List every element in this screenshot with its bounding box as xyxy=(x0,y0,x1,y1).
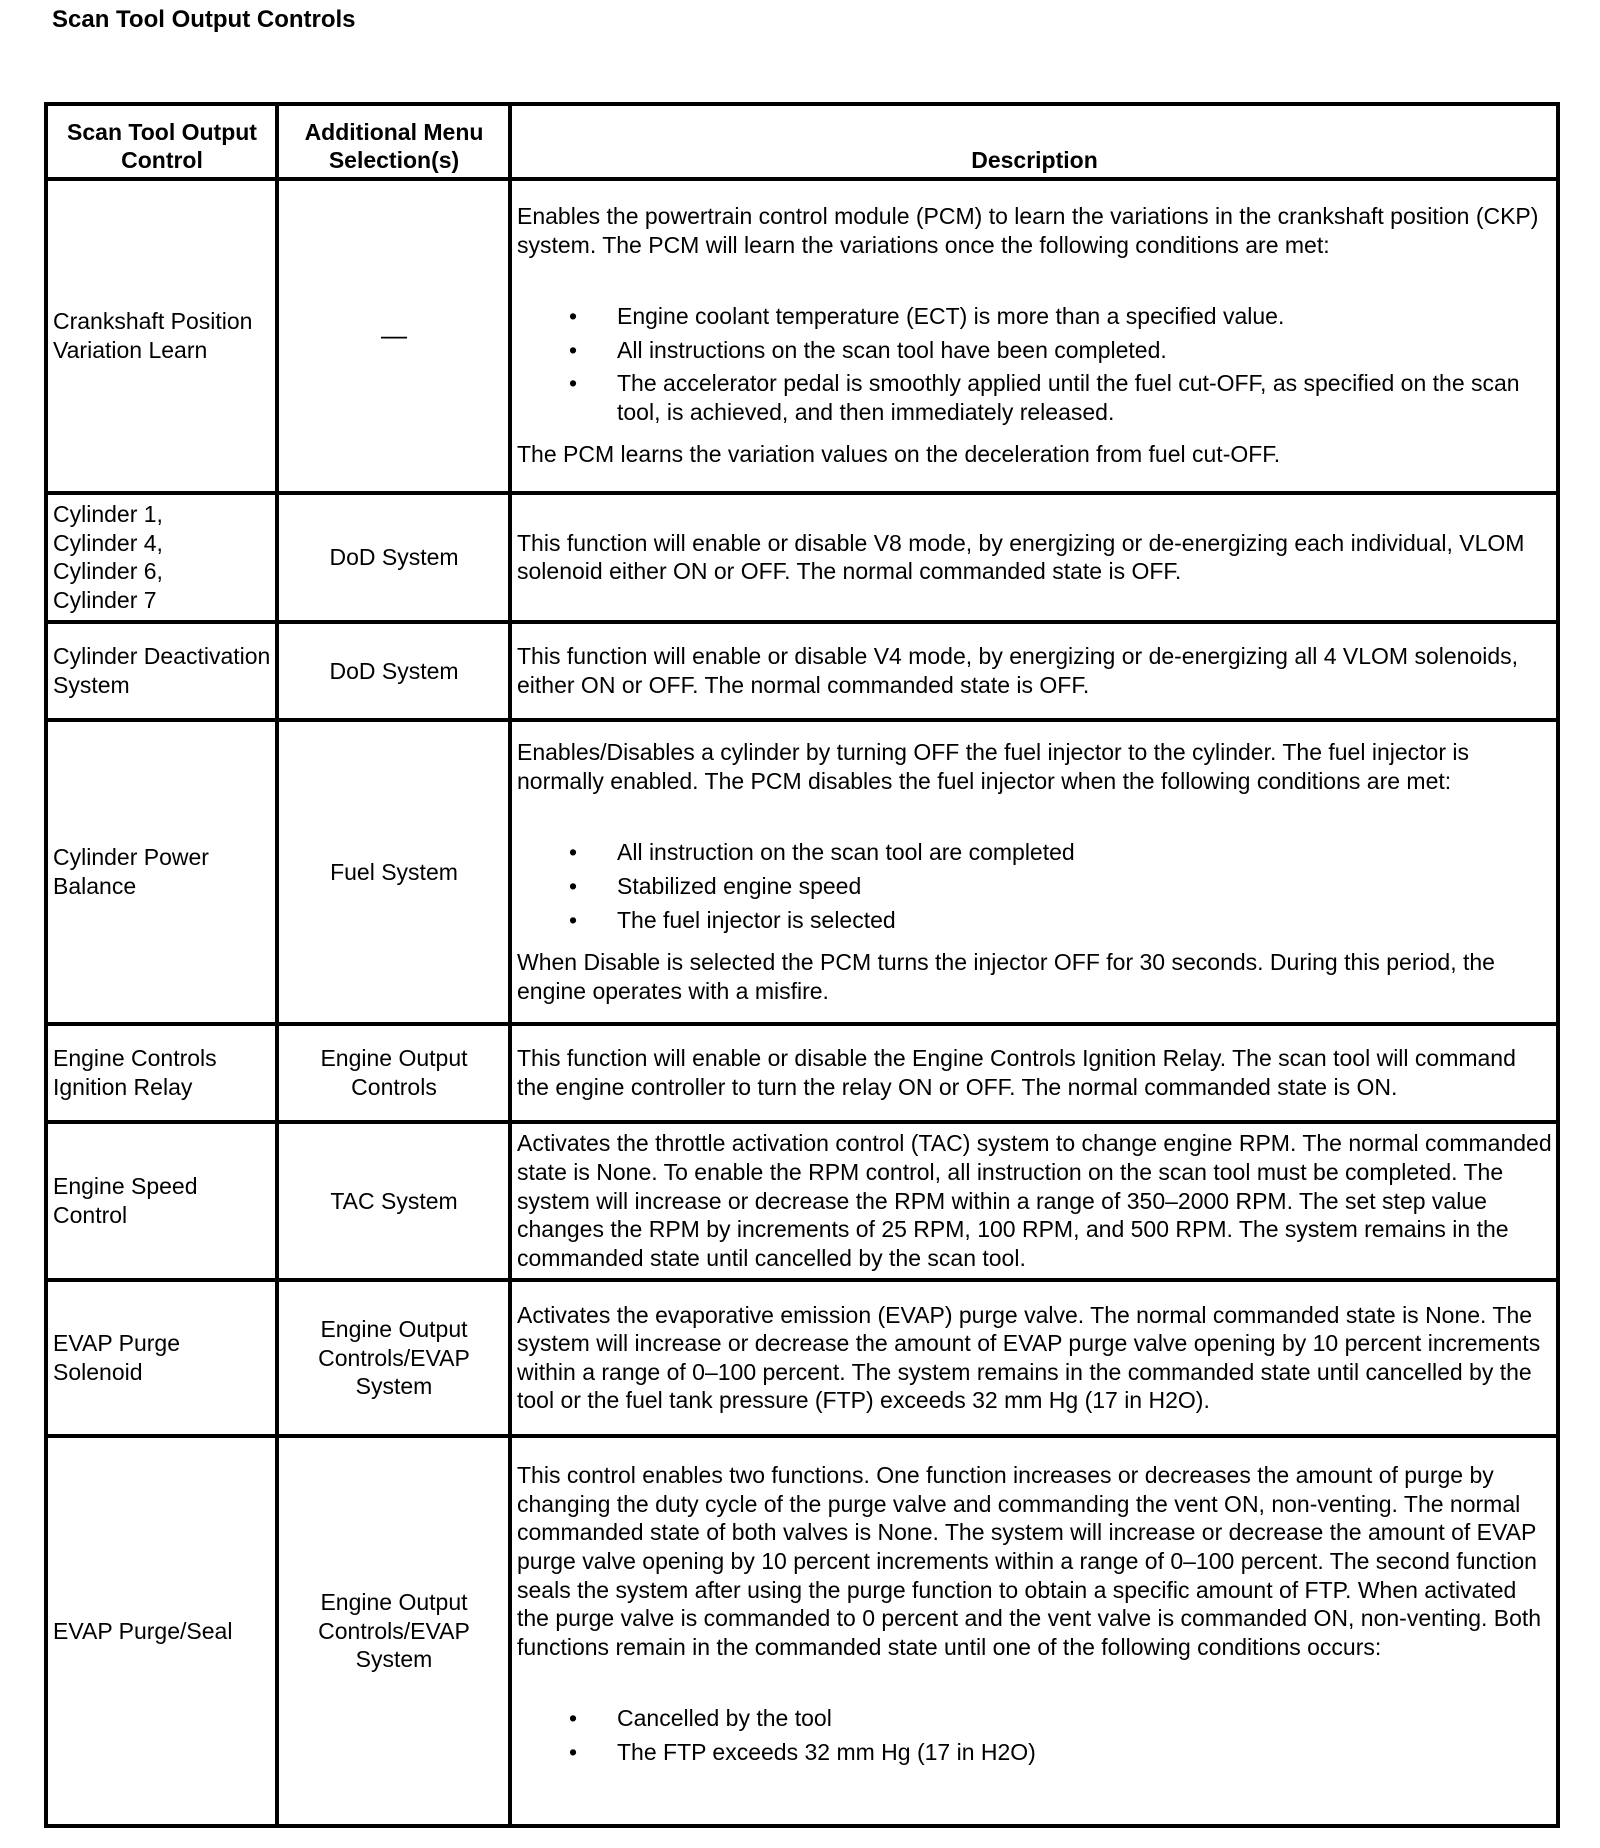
menu-selection: DoD System xyxy=(277,493,510,622)
table-row xyxy=(46,720,1558,1024)
bullet-icon: • xyxy=(569,1738,578,1765)
header-menu-selection: Additional Menu Selection(s) xyxy=(277,104,510,179)
table-header-row xyxy=(46,104,1558,179)
table-row xyxy=(46,1122,1558,1280)
control-name: EVAP Purge Solenoid xyxy=(46,1280,277,1436)
control-name: Cylinder Deactivation System xyxy=(46,622,277,720)
table-row xyxy=(46,493,1558,622)
description-intro: This control enables two functions. One function increases or decreases the amount of purge by changing the duty cycle of the purge valve and commanding the vent ON, non-venting. The normal commanded state of both valves is None. The system will increase or decrease the amount of EVAP purge valve opening by 10 percent increments within a range of 0–100 percent. The second function seals the system after using the purge function to obtain a specific amount of FTP. When activated the purge valve is commanded to 0 percent and the vent valve is commanded ON, non-venting. Both functions remain in the commanded state until one of the following conditions occurs: xyxy=(517,1462,1542,1660)
description-intro: Enables the powertrain control module (PCM) to learn the variations in the crankshaft position (CKP) system. The PCM will learn the variations once the following conditions are met: xyxy=(517,202,1539,258)
description-cell xyxy=(510,493,1558,622)
description-intro: Activates the evaporative emission (EVAP) purge valve. The normal commanded state is None. The system will increase or decrease the amount of EVAP purge valve opening by 10 percent increments within a range of 0–100 percent. The system remains in the commanded state until cancelled by the tool or the fuel tank pressure (FTP) exceeds 32 mm Hg (17 in H2O). xyxy=(517,1301,1541,1414)
table-row xyxy=(46,179,1558,493)
control-name: Cylinder Power Balance xyxy=(46,720,277,1024)
bullet-icon: • xyxy=(569,873,578,900)
menu-selection: TAC System xyxy=(277,1122,510,1280)
header-description: Description xyxy=(510,104,1558,179)
table-row xyxy=(46,622,1558,720)
description-cell xyxy=(510,1122,1558,1280)
description-cell xyxy=(510,622,1558,720)
bullet-icon: • xyxy=(569,370,578,397)
condition-list xyxy=(517,1704,1552,1766)
control-name: Cylinder 1, Cylinder 4, Cylinder 6, Cylinder 7 xyxy=(46,493,277,622)
menu-selection: Fuel System xyxy=(277,720,510,1024)
condition-list xyxy=(517,838,1552,934)
description-intro: This function will enable or disable V8 mode, by energizing or de-energizing each individual, VLOM solenoid either ON or OFF. The normal commanded state is OFF. xyxy=(517,529,1525,585)
table-row xyxy=(46,1024,1558,1122)
bullet-icon: • xyxy=(569,336,578,363)
list-item: • The accelerator pedal is smoothly applied until the fuel cut-OFF, as specified on the scan tool, is achieved, and then immediately released. xyxy=(569,370,1520,425)
bullet-icon: • xyxy=(569,906,578,933)
bullet-icon: • xyxy=(569,1705,578,1732)
description-intro: This function will enable or disable the Engine Controls Ignition Relay. The scan tool will command the engine controller to turn the relay ON or OFF. The normal commanded state is ON. xyxy=(517,1045,1516,1100)
header-control: Scan Tool Output Control xyxy=(46,104,277,179)
list-item: • The FTP exceeds 32 mm Hg (17 in H2O) xyxy=(569,1738,1036,1765)
output-controls-table xyxy=(44,102,1560,1828)
menu-selection: Engine Output Controls xyxy=(277,1024,510,1122)
menu-selection: Engine Output Controls/EVAP System xyxy=(277,1436,510,1826)
list-item: • All instruction on the scan tool are completed xyxy=(569,839,1075,866)
control-name: EVAP Purge/Seal xyxy=(46,1436,277,1826)
condition-list xyxy=(517,302,1552,426)
description-cell xyxy=(510,1280,1558,1436)
table-row xyxy=(46,1436,1558,1826)
control-name: Engine Controls Ignition Relay xyxy=(46,1024,277,1122)
control-name: Crankshaft Position Variation Learn xyxy=(46,179,277,493)
control-name: Engine Speed Control xyxy=(46,1122,277,1280)
list-item: • All instructions on the scan tool have been completed. xyxy=(569,336,1167,363)
menu-selection: DoD System xyxy=(277,622,510,720)
bullet-icon: • xyxy=(569,839,578,866)
description-cell xyxy=(510,1436,1558,1826)
table-row xyxy=(46,1280,1558,1436)
description-outro: The PCM learns the variation values on the deceleration from fuel cut-OFF. xyxy=(517,441,1281,468)
description-outro: When Disable is selected the PCM turns the injector OFF for 30 seconds. During this period, the engine operates with a misfire. xyxy=(517,949,1495,1004)
description-cell xyxy=(510,179,1558,493)
menu-selection: — xyxy=(277,179,510,493)
description-intro: This function will enable or disable V4 mode, by energizing or de-energizing all 4 VLOM solenoids, either ON or OFF. The normal commanded state is OFF. xyxy=(517,643,1519,698)
description-intro: Activates the throttle activation control (TAC) system to change engine RPM. The normal commanded state is None. To enable the RPM control, all instruction on the scan tool must be completed. The system will increase or decrease the RPM within a range of 350–2000 RPM. The set step value changes the RPM by increments of 25 RPM, 100 RPM, and 500 RPM. The system remains in the commanded state until cancelled by the scan tool. xyxy=(517,1130,1552,1271)
page-title: Scan Tool Output Controls xyxy=(52,6,356,33)
list-item: • The fuel injector is selected xyxy=(569,906,896,933)
bullet-icon: • xyxy=(569,303,578,330)
description-intro: Enables/Disables a cylinder by turning OFF the fuel injector to the cylinder. The fuel injector is normally enabled. The PCM disables the fuel injector when the following conditions are met: xyxy=(517,739,1469,794)
description-cell xyxy=(510,720,1558,1024)
menu-selection: Engine Output Controls/EVAP System xyxy=(277,1280,510,1436)
description-cell xyxy=(510,1024,1558,1122)
list-item: • Cancelled by the tool xyxy=(569,1705,832,1732)
list-item: • Engine coolant temperature (ECT) is more than a specified value. xyxy=(569,303,1285,330)
list-item: • Stabilized engine speed xyxy=(569,873,862,900)
